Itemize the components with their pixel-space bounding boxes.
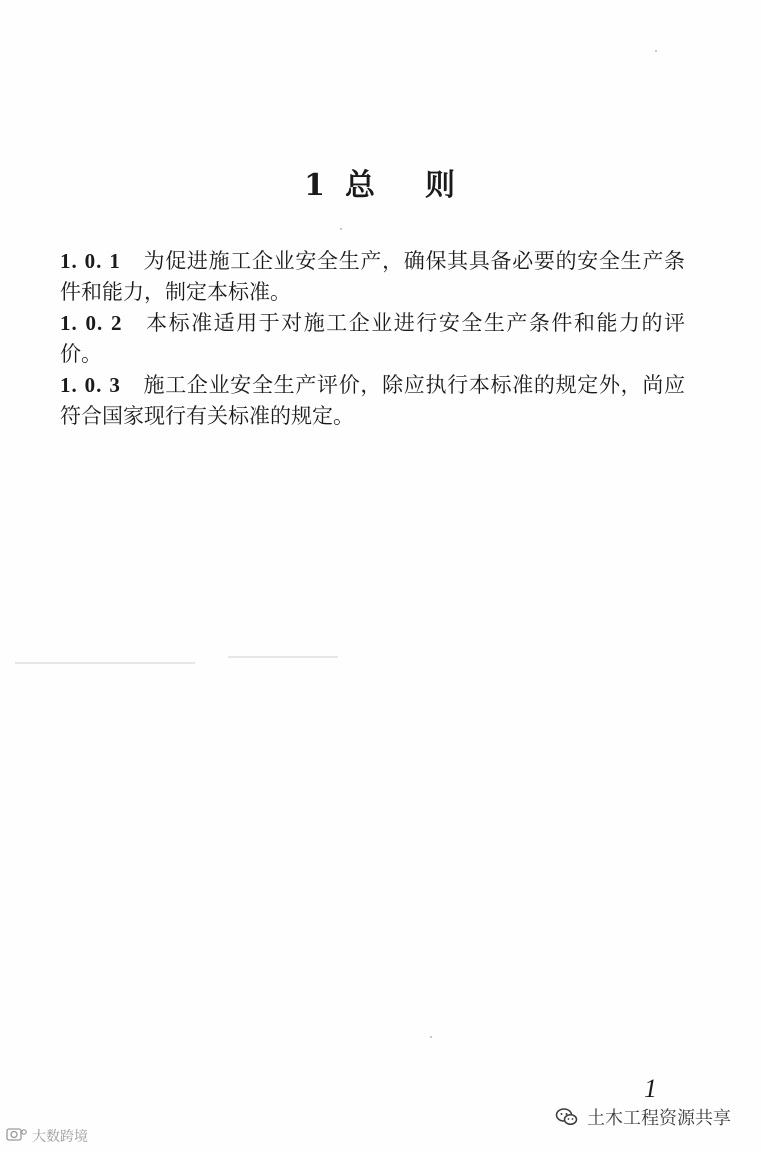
- camera-icon: [6, 1126, 28, 1146]
- scan-artifact: [15, 662, 195, 664]
- watermark-account: [555, 1104, 731, 1130]
- clause: [60, 370, 685, 432]
- clause-number: 1. 0. 2: [60, 311, 123, 335]
- clause-number: 1. 0. 3: [60, 373, 121, 397]
- clause-text: 本标准适用于对施工企业进行安全生产条件和能力的评价。: [60, 311, 686, 366]
- chapter-number: 1: [304, 168, 327, 203]
- clause: [60, 308, 685, 370]
- clause: [60, 246, 685, 308]
- scan-speck: [430, 1036, 432, 1038]
- scan-speck: [655, 50, 657, 52]
- clause-text: 施工企业安全生产评价，除应执行本标准的规定外，尚应符合国家现行有关标准的规定。: [60, 373, 686, 428]
- watermark-source-name: 大数跨境: [32, 1129, 88, 1145]
- clause-text: 为促进施工企业安全生产，确保其具备必要的安全生产条件和能力，制定本标准。: [60, 249, 686, 304]
- chapter-heading: [0, 160, 761, 204]
- chapter-title-word: 则: [424, 168, 457, 203]
- scan-speck: [340, 228, 342, 230]
- watermark-account-name: 土木工程资源共享: [587, 1108, 731, 1129]
- page-number: 1: [644, 1074, 657, 1103]
- wechat-icon: [555, 1105, 579, 1129]
- clause-list: [60, 246, 685, 432]
- chapter-title-word: 总: [344, 168, 377, 203]
- scan-artifact: [228, 656, 338, 658]
- watermark-source: [6, 1126, 88, 1146]
- clause-number: 1. 0. 1: [60, 249, 121, 273]
